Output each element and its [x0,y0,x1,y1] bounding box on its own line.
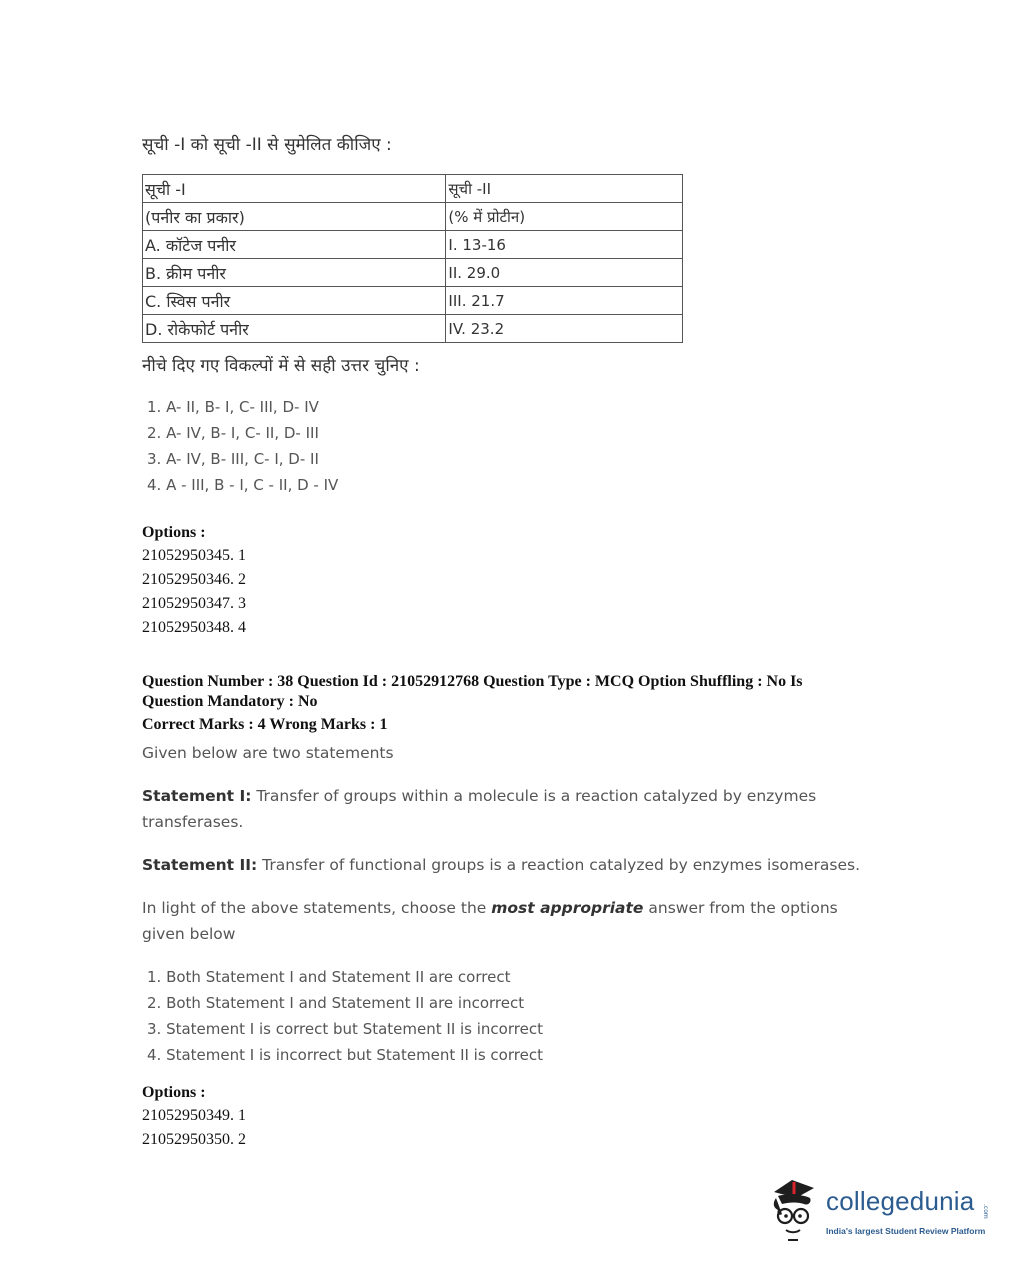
list-item: 4. Statement I is incorrect but Statement II is correct [147,1046,543,1064]
list-item: 2. A- IV, B- I, C- II, D- III [147,424,319,442]
table-cell: B. क्रीम पनीर [143,259,446,287]
q38-intro: Given below are two statements [142,744,394,762]
table-cell: सूची -II [446,175,683,203]
list-item: 4. A - III, B - I, C - II, D - IV [147,476,339,494]
question-header-cont: Question Mandatory : No [142,693,318,710]
q37-choose-prompt: नीचे दिए गए विकल्पों में से सही उत्तर चुनिए : [142,356,420,376]
question-header: Question Number : 38 Question Id : 21052912768 Question Type : MCQ Option Shuffling : No Is [142,673,803,690]
table-row [143,287,683,315]
logo-wordmark: collegedunia [826,1186,975,1216]
q37-instruction: सूची -I को सूची -II से सुमेलित कीजिए : [142,135,392,155]
logo-tagline: India's largest Student Review Platform [826,1226,986,1236]
list-item: 1. Both Statement I and Statement II are correct [147,968,511,986]
marks-line: Correct Marks : 4 Wrong Marks : 1 [142,716,388,733]
table-cell: IV. 23.2 [446,315,683,343]
table-row [143,203,683,231]
prompt-emphasis: most appropriate [491,899,644,917]
list-item: 1. A- II, B- I, C- III, D- IV [147,398,319,416]
mascot-icon [768,1178,824,1244]
list-item: 2. Both Statement I and Statement II are incorrect [147,994,525,1012]
option-item: 21052950350. 2 [142,1131,246,1148]
table-cell: सूची -I [143,175,446,203]
statement-1-label: Statement I: [142,787,252,805]
table-cell: C. स्विस पनीर [143,287,446,315]
table-row [143,315,683,343]
list-item: 3. A- IV, B- III, C- I, D- II [147,450,319,468]
prompt-text-post: answer from the options given below [142,899,838,943]
table-cell: A. कॉटेज पनीर [143,231,446,259]
collegedunia-logo [768,1178,993,1248]
statement-1 [142,783,822,835]
table-row [143,231,683,259]
prompt-text-pre: In light of the above statements, choose the [142,899,492,917]
table-row [143,175,683,203]
table-cell: (पनीर का प्रकार) [143,203,446,231]
table-row [143,259,683,287]
logo-domain: .com [982,1204,989,1219]
statement-2 [142,852,872,878]
statement-2-text: Transfer of functional groups is a reaction catalyzed by enzymes isomerases. [257,856,861,874]
table-cell: I. 13-16 [446,231,683,259]
option-item: 21052950345. 1 [142,547,246,564]
table-cell: II. 29.0 [446,259,683,287]
option-item: 21052950349. 1 [142,1107,246,1124]
statement-2-label: Statement II: [142,856,258,874]
options-heading: Options : [142,524,206,541]
option-item: 21052950348. 4 [142,619,246,636]
option-item: 21052950346. 2 [142,571,246,588]
match-table [142,174,683,343]
table-cell: III. 21.7 [446,287,683,315]
option-item: 21052950347. 3 [142,595,246,612]
q38-prompt [142,895,877,947]
list-item: 3. Statement I is correct but Statement II is incorrect [147,1020,543,1038]
table-cell: (% में प्रोटीन) [446,203,683,231]
table-cell: D. रोकेफोर्ट पनीर [143,315,446,343]
options-heading: Options : [142,1084,206,1101]
statement-1-text: Transfer of groups within a molecule is a reaction catalyzed by enzymes transferases. [142,787,817,831]
